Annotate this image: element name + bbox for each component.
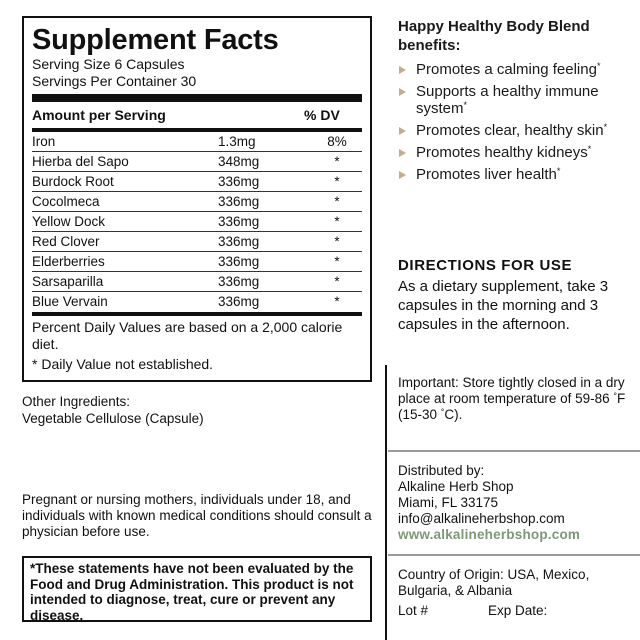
- exp-date-label: Exp Date:: [488, 603, 548, 618]
- ingredient-amount: 336mg: [218, 194, 260, 209]
- asterisk-mark: *: [596, 61, 601, 71]
- lot-label: Lot #: [398, 603, 429, 618]
- amount-per-serving-label: Amount per Serving: [32, 107, 166, 123]
- ingredient-name: Red Clover: [32, 234, 100, 249]
- other-ingredients-label: Other Ingredients:: [22, 394, 131, 409]
- ingredient-dv: *: [334, 254, 340, 269]
- servings-per-container: Servings Per Container 30: [32, 73, 197, 89]
- ingredient-name: Cocolmeca: [32, 194, 100, 209]
- list-item: [398, 166, 633, 183]
- ingredient-name: Burdock Root: [32, 174, 114, 189]
- fda-disclaimer-text: *These statements have not been evaluated by the Food and Drug Administration. This product is not intended to diagnose, treat, cure or prevent any disease.: [30, 561, 354, 623]
- table-row: [32, 152, 362, 172]
- ingredient-amount: 336mg: [218, 294, 260, 309]
- table-row: [32, 292, 362, 312]
- table-row: [32, 212, 362, 232]
- asterisk-mark: *: [556, 166, 561, 176]
- other-ingredients: [22, 393, 362, 427]
- distributor-info: [398, 463, 633, 543]
- directions-text: As a dietary supplement, take 3 capsules in the morning and 3 capsules in the afternoon.: [398, 278, 609, 333]
- triangle-bullet-icon: [399, 66, 406, 74]
- ingredient-dv: *: [334, 154, 340, 169]
- thick-divider: [32, 94, 362, 102]
- horizontal-divider: [388, 554, 640, 556]
- degree-mark: °: [440, 407, 445, 417]
- asterisk-mark: *: [587, 144, 592, 154]
- table-row: [32, 252, 362, 272]
- ingredient-dv: *: [334, 294, 340, 309]
- benefit-text: Supports a healthy immune system: [416, 83, 599, 117]
- triangle-bullet-icon: [399, 149, 406, 157]
- benefits-title: Happy Healthy Body Blend benefits:: [398, 18, 590, 54]
- list-item: [398, 144, 633, 161]
- benefit-text: Promotes healthy kidneys: [416, 144, 588, 161]
- triangle-bullet-icon: [399, 88, 406, 96]
- ingredient-amount: 336mg: [218, 174, 260, 189]
- ingredient-amount: 336mg: [218, 274, 260, 289]
- degree-mark: °: [613, 391, 617, 401]
- ingredient-name: Hierba del Sapo: [32, 154, 129, 169]
- ingredient-dv: *: [334, 174, 340, 189]
- medium-divider: [32, 312, 362, 316]
- ingredient-name: Elderberries: [32, 254, 105, 269]
- daily-value-footnote: Percent Daily Values are based on a 2,000 calorie diet.: [32, 319, 343, 352]
- supplement-facts-title: Supplement Facts: [32, 24, 279, 56]
- ingredient-table: [32, 132, 362, 312]
- ingredient-name: Blue Vervain: [32, 294, 108, 309]
- list-item: [398, 83, 633, 117]
- list-item: [398, 61, 633, 78]
- table-row: [32, 272, 362, 292]
- serving-size: Serving Size 6 Capsules: [32, 56, 185, 72]
- lot-exp-row: [398, 603, 628, 619]
- ingredient-amount: 336mg: [218, 234, 260, 249]
- table-row: [32, 132, 362, 152]
- ingredient-dv: *: [334, 194, 340, 209]
- storage-text: Important: Store tightly closed in a dry place at room temperature of 59-86: [398, 375, 625, 406]
- directions-title: DIRECTIONS FOR USE: [398, 257, 573, 274]
- country-of-origin: Country of Origin: USA, Mexico, Bulgaria, & Albania: [398, 567, 590, 598]
- horizontal-divider: [388, 450, 640, 452]
- dv-header: % DV: [304, 107, 340, 123]
- warning-text: Pregnant or nursing mothers, individuals under 18, and individuals with known medical conditions should consult a physician before use.: [22, 492, 372, 539]
- triangle-bullet-icon: [399, 127, 406, 135]
- distributor-email: info@alkalineherbshop.com: [398, 511, 565, 526]
- distributor-website: www.alkalineherbshop.com: [398, 527, 581, 542]
- table-row: [32, 232, 362, 252]
- ingredient-amount: 1.3mg: [218, 134, 256, 149]
- storage-instructions: [398, 375, 628, 423]
- distributor-name: Alkaline Herb Shop: [398, 479, 514, 494]
- ingredient-dv: *: [334, 214, 340, 229]
- celsius-unit: C).: [444, 407, 463, 422]
- ingredient-name: Iron: [32, 134, 56, 149]
- benefits-list: [398, 61, 633, 188]
- benefit-text: Promotes clear, healthy skin: [416, 122, 604, 139]
- dv-not-established-footnote: * Daily Value not established.: [32, 356, 214, 372]
- ingredient-name: Yellow Dock: [32, 214, 106, 229]
- asterisk-mark: *: [463, 100, 468, 110]
- ingredient-amount: 348mg: [218, 154, 260, 169]
- table-row: [32, 192, 362, 212]
- supplement-facts-panel: [22, 16, 372, 382]
- ingredient-dv: *: [334, 234, 340, 249]
- ingredient-amount: 336mg: [218, 214, 260, 229]
- ingredient-name: Sarsaparilla: [32, 274, 104, 289]
- distributor-address: Miami, FL 33175: [398, 495, 499, 510]
- vertical-divider: [385, 365, 387, 640]
- celsius-range: (15-30: [398, 407, 441, 422]
- ingredient-dv: *: [334, 274, 340, 289]
- ingredient-amount: 336mg: [218, 254, 260, 269]
- benefit-text: Promotes a calming feeling: [416, 61, 597, 78]
- amount-header: [32, 102, 362, 128]
- table-row: [32, 172, 362, 192]
- fda-disclaimer-box: [22, 556, 372, 622]
- other-ingredients-value: Vegetable Cellulose (Capsule): [22, 411, 204, 426]
- distributed-by-label: Distributed by:: [398, 463, 485, 478]
- triangle-bullet-icon: [399, 171, 406, 179]
- ingredient-dv: 8%: [327, 134, 347, 149]
- fahrenheit-unit: F: [616, 391, 626, 406]
- benefit-text: Promotes liver health: [416, 166, 557, 183]
- list-item: [398, 122, 633, 139]
- asterisk-mark: *: [603, 122, 608, 132]
